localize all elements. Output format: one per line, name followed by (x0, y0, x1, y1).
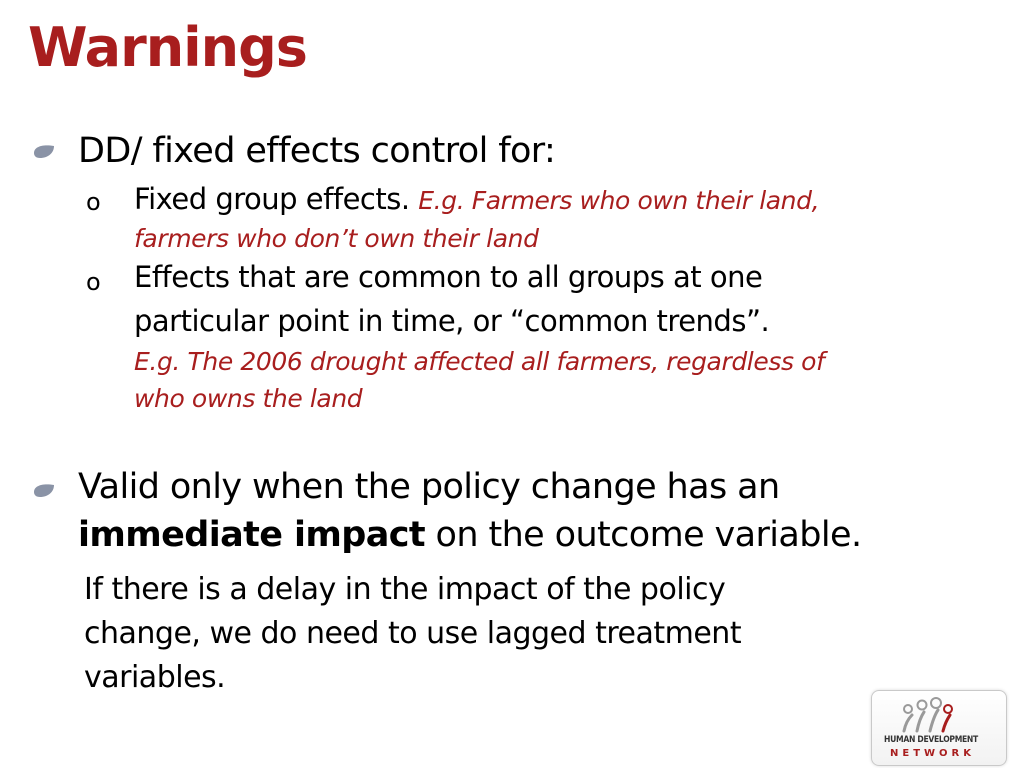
logo-text-line1: HUMAN DEVELOPMENT (884, 735, 978, 745)
human-development-network-logo (871, 690, 1007, 766)
example-drought-line2: who owns the land (134, 384, 363, 413)
note-line1: If there is a delay in the impact of the policy (84, 572, 726, 607)
people-figures-icon (898, 697, 958, 735)
note-line3: variables. (84, 660, 226, 695)
bullet-icon (32, 143, 56, 157)
sub-bullet-common-effects-line1: Effects that are common to all groups at one (134, 260, 763, 294)
sub-bullet-common-effects-line2: particular point in time, or “common trends”. (134, 304, 770, 338)
bullet-icon (32, 482, 56, 496)
emphasis-immediate-impact: immediate impact (78, 515, 426, 555)
example-text: E.g. Farmers who own their land, (418, 186, 820, 215)
bullet-dd-fixed-effects: DD/ fixed effects control for: (78, 131, 556, 171)
sub-bullet-marker: o (86, 268, 101, 296)
example-text-continued: farmers who don’t own their land (134, 224, 539, 253)
note-line2: change, we do need to use lagged treatment (84, 616, 742, 651)
bullet-valid-only-line2 (78, 512, 861, 558)
bullet-valid-only-line1: Valid only when the policy change has an (78, 467, 780, 507)
sub-bullet-text: Fixed group effects. (134, 182, 419, 216)
bullet-valid-only-rest: on the outcome variable. (425, 515, 862, 555)
logo-text-line2: NETWORK (890, 748, 976, 759)
example-drought-line1: E.g. The 2006 drought affected all farmers, regardless of (134, 347, 825, 376)
sub-bullet-marker: o (86, 188, 101, 216)
sub-bullet-fixed-group-effects (134, 180, 819, 220)
slide-title: Warnings (28, 16, 307, 79)
